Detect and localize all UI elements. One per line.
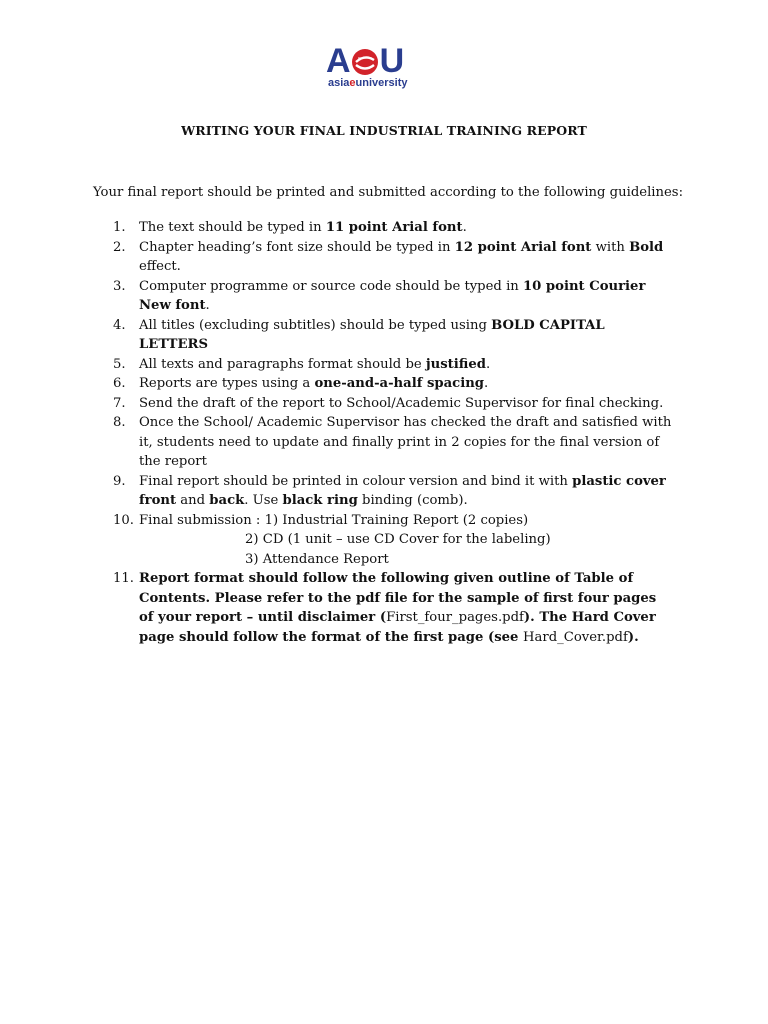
list-item: 8. Once the School/ Academic Supervisor has checked the draft and satisfied with it, students need to update and finally print in 2 copies for the final version of the report [113,415,672,469]
logo-globe-icon [351,48,379,76]
logo-letter-u: U [379,42,404,80]
list-item: 10. Final submission : 1) Industrial Training Report (2 copies) 2) CD (1 unit – use CD Cover for the labeling) 3) Attendance Report [113,511,683,570]
list-item: 5. All texts and paragraphs format should be justified. [113,356,491,372]
document-title: WRITING YOUR FINAL INDUSTRIAL TRAINING REPORT [181,123,587,138]
list-item: 9. Final report should be printed in colour version and bind it with plastic cover front and back. Use black ring binding (comb). [113,473,666,508]
logo-wordmark [326,44,403,78]
list-item: 3. Computer programme or source code should be typed in 10 point Courier New font. [113,278,646,313]
list-item: 4. All titles (excluding subtitles) should be typed using BOLD CAPITAL LETTERS [113,317,605,352]
list-item: 2. Chapter heading’s font size should be typed in 12 point Arial font with Bold effect. [113,239,664,274]
list-item: 7. Send the draft of the report to School/Academic Supervisor for final checking. [113,395,664,411]
submission-subitem: 2) CD (1 unit – use CD Cover for the labeling) [245,532,551,547]
logo-subtitle: asiaeuniversity [328,77,408,89]
logo-letter-a: A [326,42,350,80]
university-logo [326,44,442,92]
list-item: 6. Reports are types using a one-and-a-half spacing. [113,376,489,391]
guidelines-list [113,218,683,647]
submission-subitem: 3) Attendance Report [245,551,389,567]
list-item: 1. The text should be typed in 11 point Arial font. [113,220,467,235]
intro-paragraph: Your final report should be printed and submitted according to the following guidelines: [93,185,684,200]
list-item: 11. Report format should follow the following given outline of Table of Contents. Please refer to the pdf file for the sample of first four pages of your report – until disclaimer (First_four_pages.pdf). The Hard Cover page should follow the format of the first page (see Hard_Cover.pdf). [113,571,657,645]
